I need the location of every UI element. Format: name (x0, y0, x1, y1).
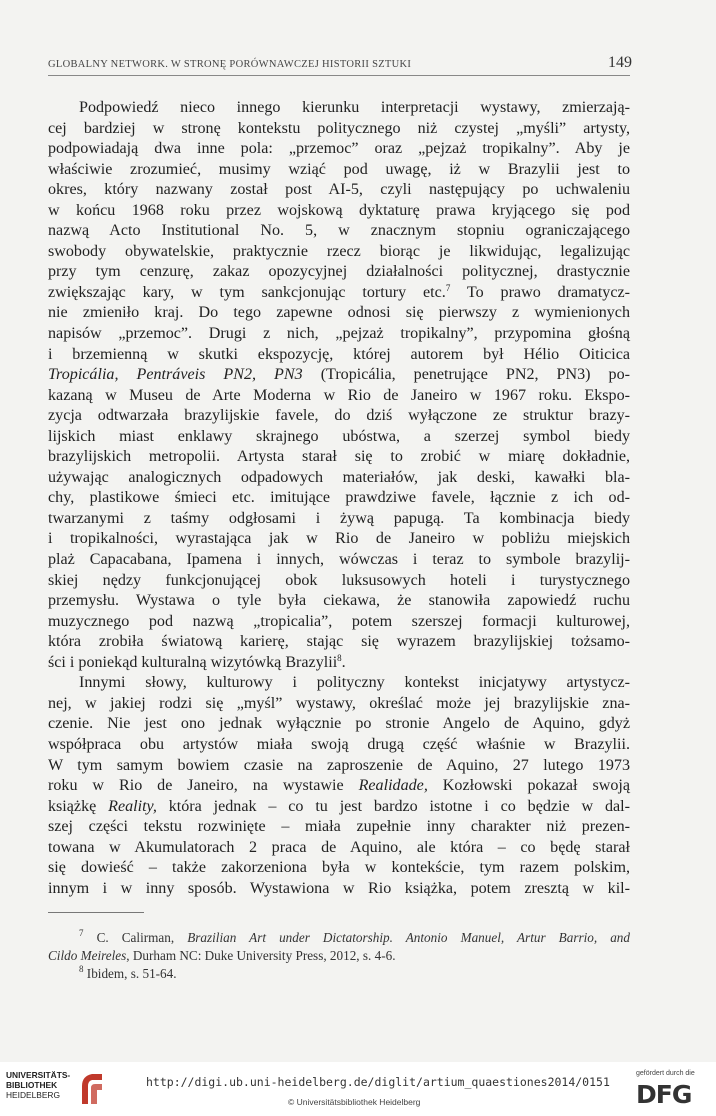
library-name-line: UNIVERSITÄTS- (6, 1070, 71, 1080)
paragraph-1 (48, 98, 630, 673)
copyright-notice: © Universitätsbibliothek Heidelberg (288, 1097, 421, 1107)
text-segment: która jednak – co tu jest bardzo istotne i co będzie w dal- (156, 797, 631, 815)
text-line (48, 365, 630, 386)
text-segment: zwiększając kary, w tym sankcjonując tortury etc. (48, 283, 446, 301)
text-line: właściwie zrozumieć, musimy wziąć pod uwagę, iż w Brazylii jest to (48, 160, 630, 178)
library-name-line: BIBLIOTHEK (6, 1080, 58, 1090)
text-line: kazaną w Museu de Arte Moderna w Rio de Janeiro w 1967 roku. Ekspo- (48, 386, 630, 404)
text-line: nie zmieniło kraj. Do tego zapewne odnosi się pierwszy z wymienionych (48, 304, 630, 322)
footnote-marker: 8 (79, 964, 84, 975)
text-line: podpowiadają dwa inne pola: „przemoc” oraz „pejzaż tropikalny”. Aby je (48, 140, 630, 158)
main-text (48, 98, 630, 899)
text-line: używając analogicznych odpadowych materiałów, jak deski, kawałki bla- (48, 468, 630, 486)
text-line: W tym samym bowiem czasie na zaproszenie de Aquino, 27 lutego 1973 (48, 756, 630, 774)
library-name (6, 1070, 70, 1100)
text-line: która zrobiła światową karierę, stając się wyrazem brazylijskiej tożsamo- (48, 633, 630, 651)
text-line: Podpowiedź nieco innego kierunku interpretacji wystawy, zmierzają- (79, 99, 630, 116)
footnote-ref-8[interactable]: 8 (337, 652, 342, 663)
cited-title: Brazilian Art under Dictatorship. Antonio Manuel, Artur Barrio, and (187, 930, 630, 945)
text-line: nazwą Acto Institutional No. 5, w znacznym stopniu ograniczającego (48, 222, 630, 240)
text-segment: książkę (48, 797, 109, 815)
text-line: swobody obywatelskie, praktycznie rzecz biorąc je likwidując, legalizując (48, 242, 630, 260)
text-line: w końcu 1968 roku przez wojskową dyktaturę prawa kryjącego się pod (48, 201, 630, 219)
text-line: zycja odtwarzała brazylijskie favele, do dziś wyłączone ze struktur brazy- (48, 407, 630, 425)
text-line: lijskich miast enklawy skrajnego ubóstwa, a szerzej symbol biedy (48, 427, 630, 445)
running-head-title: GLOBALNY NETWORK. W STRONĘ PORÓWNAWCZEJ HISTORII SZTUKI (48, 59, 412, 70)
text-segment: roku w Rio de Janeiro, na wystawie (48, 777, 359, 795)
paragraph-2 (48, 673, 630, 899)
text-line: i brzemienną w skutki ekspozycję, której autorem był Hélio Oiticica (48, 345, 630, 363)
library-emblem-icon (78, 1072, 106, 1106)
text-line: czenie. Nie jest ono jednak wyłącznie po stronie Angelo de Aquino, gdyż (48, 715, 630, 733)
text-line: cej bardziej w stronę kontekstu politycznego niż czystej „myśli” artysty, (48, 119, 630, 137)
footnote-rule (48, 912, 144, 913)
text-line: nej, w jakiej rodzi się „myśl” wystawy, określać może jej brazylijskie zna- (48, 694, 630, 712)
text-line: brazylijskich metropolii. Artysta starał się to zrobić w miarę dokładnie, (48, 448, 630, 466)
header-rule (48, 75, 630, 76)
text-segment: Kozłowski pokazał swoją (427, 777, 630, 795)
library-name-line: HEIDELBERG (6, 1090, 60, 1100)
text-line: muzycznego pod nazwą „tropicalia”, potem szerszej formacji kulturowej, (48, 612, 630, 630)
text-line: się dowieść – także zakorzeniona była w kontekście, tym razem polskim, (48, 859, 630, 877)
text-segment: Ibidem, s. 51-64. (83, 966, 177, 982)
artwork-title: Tropicália, Pentráveis PN2, PN3 (48, 366, 303, 384)
library-logo[interactable] (6, 1070, 106, 1110)
text-line: przy tym cenzurę, zakaz opozycyjnej działalności politycznej, drastycznie (48, 263, 630, 281)
text-segment: , Durham NC: Duke University Press, 2012, s. 4-6. (126, 948, 396, 964)
text-segment: (Tropicália, penetrujące PN2, PN3) po- (302, 366, 631, 384)
footnote-ref-7[interactable]: 7 (445, 282, 451, 293)
text-line (48, 283, 630, 304)
footnote-marker: 7 (79, 928, 84, 938)
text-segment: To prawo dramatycz- (450, 283, 630, 301)
funder-logo[interactable] (632, 1070, 712, 1114)
text-segment: C. Calirman, (83, 930, 188, 945)
text-segment: ści i poniekąd kulturalną wizytówką Brazylii (48, 653, 338, 671)
text-line: twarzanymi z taśmy odgłosami i żywą papugą. Ta kombinacja biedy (48, 509, 630, 527)
text-segment: . (341, 653, 346, 671)
footnote-8 (48, 965, 630, 983)
text-line: plaż Capacabana, Ipamena i innych, wówczas i teraz to symbole brazylij- (48, 551, 630, 569)
text-line: towana w Akumulatorach 2 praca de Aquino, ale która – co będę starał (48, 838, 630, 856)
digitization-footer (0, 1062, 716, 1116)
footnote-7-cont (48, 947, 630, 965)
book-title: Reality, (108, 797, 157, 815)
text-line: skiej nędzy funkcjonującej obok luksusowych hoteli i turystycznego (48, 571, 630, 589)
text-line: okres, który nazwany został post AI-5, czyli następujący po uchwaleniu (48, 181, 630, 199)
text-line: współpraca obu artystów miała swoją drugą część właśnie w Brazylii. (48, 735, 630, 753)
footnotes (48, 929, 630, 984)
funder-label: gefördert durch die (636, 1070, 695, 1077)
text-line (48, 797, 630, 818)
text-line: innym i w inny sposób. Wystawiona w Rio książka, potem zresztą w kil- (48, 879, 630, 897)
text-line: chy, plastikowe śmieci etc. imitujące prawdziwe favele, łącznie z ich od- (48, 489, 630, 507)
source-url-link[interactable]: http://digi.ub.uni-heidelberg.de/diglit/artium_quaestiones2014/0151 (146, 1075, 610, 1089)
text-line: szej części tekstu rozwinięte – miała zupełnie inny charakter niż prezen- (48, 818, 630, 836)
text-line: Innymi słowy, kulturowy i polityczny kontekst inicjatywy artystycz- (79, 674, 630, 692)
text-line: przemysłu. Wystawa o tyle była ciekawa, że stanowiła zapowiedź ruchu (48, 592, 630, 610)
page-number: 149 (608, 54, 632, 71)
dfg-logo-icon: DFG (636, 1080, 692, 1109)
footnote-7 (48, 929, 630, 947)
text-line (48, 653, 630, 674)
text-line: i tropikalności, wyrastająca jak w Rio de Janeiro w pobliżu miejskich (48, 530, 630, 548)
exhibition-title: Realidade, (358, 777, 428, 795)
cited-title: Cildo Meireles (48, 948, 127, 964)
running-head (48, 54, 632, 77)
text-line (48, 776, 630, 797)
text-line: napisów „przemoc”. Drugi z nich, „pejzaż tropikalny”, przypomina głośną (48, 325, 630, 343)
